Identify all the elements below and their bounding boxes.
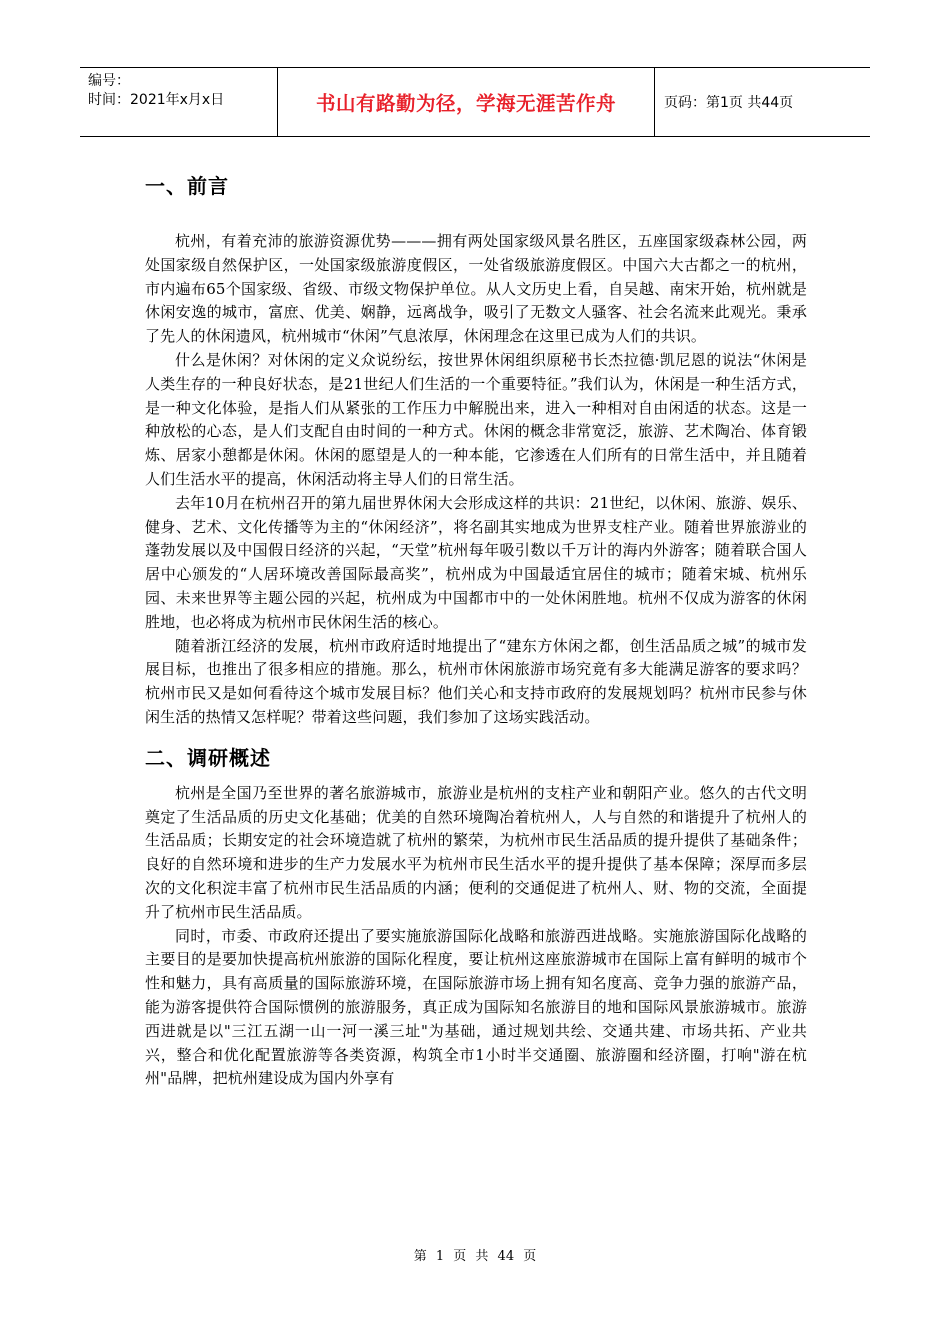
paragraph: 随着浙江经济的发展，杭州市政府适时地提出了“建东方休闲之都，创生活品质之城”的城市发展目标，也推出了很多相应的措施。那么，杭州市休闲旅游市场究竟有多大能满足游客的要求吗？杭州市民又是如何看待这个城市发展目标？他们关心和支持市政府的发展规划吗？杭州市民参与休闲生活的热情又怎样呢？带着这些问题，我们参加了这场实践活动。 <box>145 636 807 726</box>
document-time-label: 时间：2021年x月x日 <box>88 92 225 108</box>
paragraph: 杭州是全国乃至世界的著名旅游城市，旅游业是杭州的支柱产业和朝阳产业。悠久的古代文明奠定了生活品质的历史文化基础；优美的自然环境陶冶着杭州人，人与自然的和谐提升了杭州人的生活品质；长期安定的社会环境造就了杭州的繁荣，为杭州市民生活品质的提升提供了基础条件；良好的自然环境和进步的生产力发展水平为杭州市民生活水平的提升提供了基本保障；深厚而多层次的文化积淀丰富了杭州市民生活品质的内涵；便利的交通促进了杭州人、财、物的交流，全面提升了杭州市民生活品质。 <box>145 783 807 921</box>
section-heading-overview: 二、调研概述 <box>145 745 271 770</box>
document-number-label: 编号： <box>88 73 130 89</box>
paragraph: 什么是休闲？对休闲的定义众说纷纭，按世界休闲组织原秘书长杰拉德·凯尼恩的说法“休闲是人类生存的一种良好状态，是21世纪人们生活的一个重要特征。”我们认为，休闲是一种生活方式，是一种文化体验，是指人们从紧张的工作压力中解脱出来，进入一种相对自由闲适的状态。这是一种放松的心态，是人们支配自由时间的一种方式。休闲的概念非常宽泛，旅游、艺术陶冶、体育锻炼、居家小憩都是休闲。休闲的愿望是人的一种本能，它渗透在人们所有的日常生活中，并且随着人们生活水平的提高，休闲活动将主导人们的日常生活。 <box>145 350 807 488</box>
section-heading-preface: 一、前言 <box>145 174 229 198</box>
page-header <box>80 67 870 137</box>
page-footer: 第 1 页 共 44 页 <box>413 1249 537 1264</box>
paragraph: 去年10月在杭州召开的第九届世界休闲大会形成这样的共识：21世纪，以休闲、旅游、娱乐、健身、艺术、文化传播等为主的“休闲经济”，将名副其实地成为世界支柱产业。随着世界旅游业的蓬勃发展以及中国假日经济的兴起，“天堂”杭州每年吸引数以千万计的海内外游客；随着联合国人居中心颁发的“人居环境改善国际最高奖”，杭州成为中国最适宜居住的城市；随着宋城、杭州乐园、未来世界等主题公园的兴起，杭州成为中国都市中的一处休闲胜地。杭州不仅成为游客的休闲胜地，也必将成为杭州市民休闲生活的核心。 <box>145 493 807 631</box>
header-page-info: 页码：第1页 共44页 <box>664 95 794 111</box>
paragraph: 同时，市委、市政府还提出了要实施旅游国际化战略和旅游西进战略。实施旅游国际化战略的主要目的是要加快提高杭州旅游的国际化程度，要让杭州这座旅游城市在国际上富有鲜明的城市个性和魅力，具有高质量的国际旅游环境，在国际旅游市场上拥有知名度高、竞争力强的旅游产品，能为游客提供符合国际惯例的旅游服务，真正成为国际知名旅游目的地和国际风景旅游城市。旅游西进就是以"三江五湖一山一河一溪三址"为基础，通过规划共绘、交通共建、市场共拓、产业共兴，整合和优化配置旅游等各类资源，构筑全市1小时半交通圈、旅游圈和经济圈，打响"游在杭州"品牌，把杭州建设成为国内外享有 <box>145 926 807 1088</box>
header-motto: 书山有路勤为径，学海无涯苦作舟 <box>278 68 655 136</box>
paragraph: 杭州，有着充沛的旅游资源优势———拥有两处国家级风景名胜区，五座国家级森林公园，两处国家级自然保护区，一处国家级旅游度假区，一处省级旅游度假区。中国六大古都之一的杭州，市内遍布65个国家级、省级、市级文物保护单位。从人文历史上看，自吴越、南宋开始，杭州就是休闲安逸的城市，富庶、优美、娴静，远离战争，吸引了无数文人骚客、社会名流来此观光。秉承了先人的休闲遗风，杭州城市“休闲”气息浓厚，休闲理念在这里已成为人们的共识。 <box>145 232 807 346</box>
header-meta <box>80 68 278 136</box>
document-body <box>145 162 807 1091</box>
